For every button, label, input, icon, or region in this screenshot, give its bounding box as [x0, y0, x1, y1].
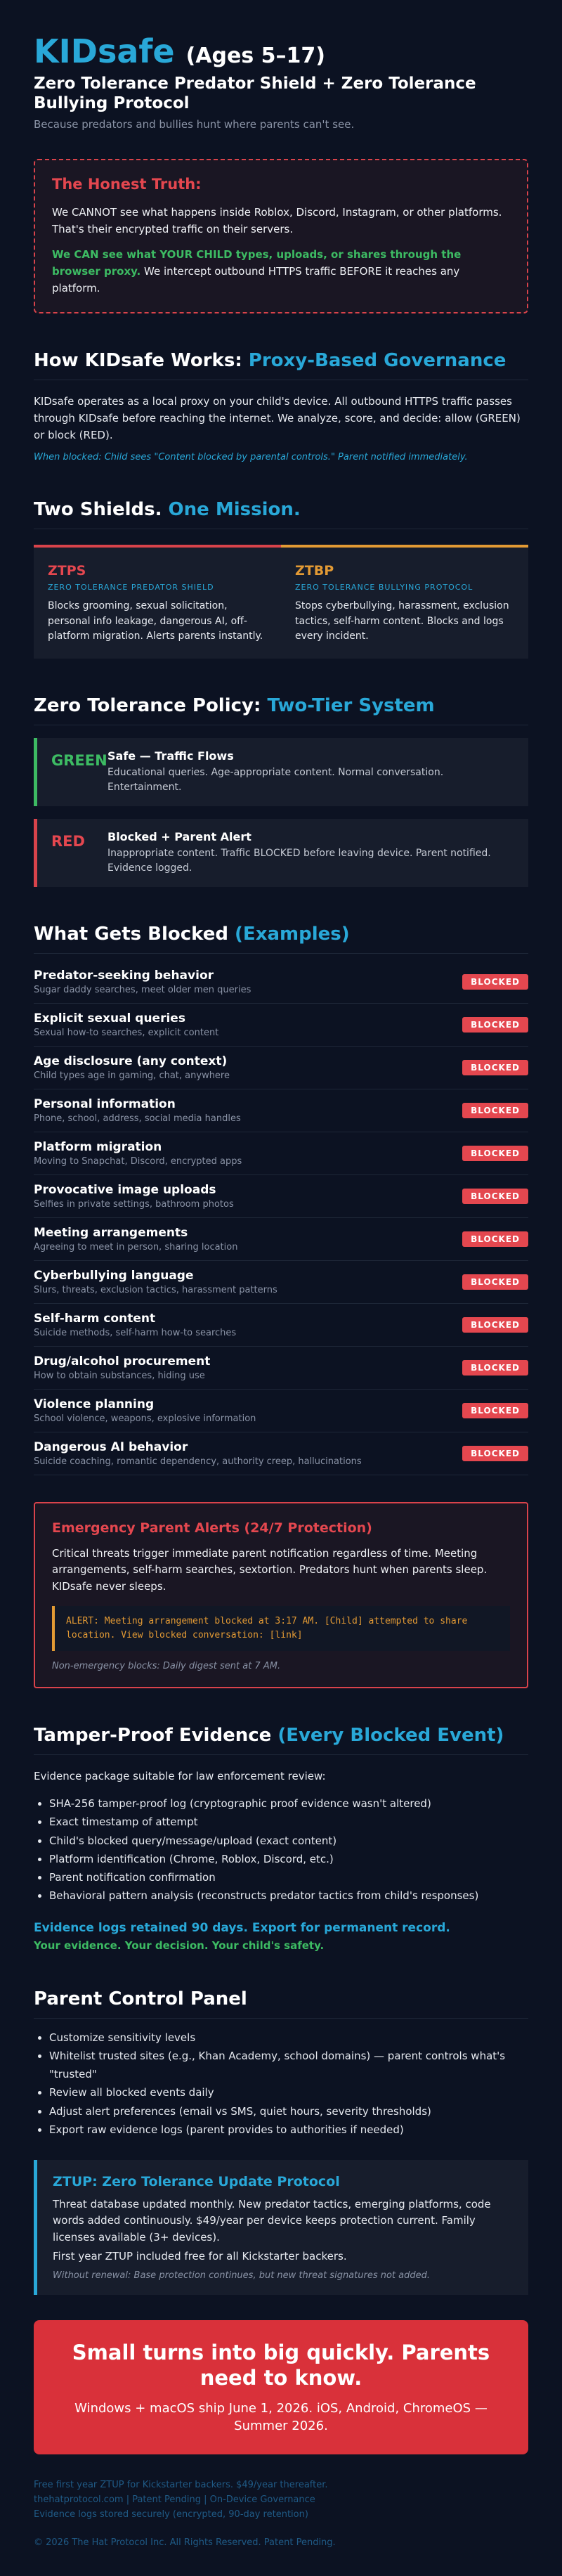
- list-item: • Whitelist trusted sites (e.g., Khan Academy, school domains) — parent controls what's "trusted": [49, 2047, 528, 2084]
- tier-name: RED: [51, 833, 85, 850]
- emergency-body: Critical threats trigger immediate parent notification regardless of time. Meeting arrangements, self-harm searches, sextortion. Predators hunt when parents sleep. KIDsafe never sleeps.: [52, 1547, 488, 1593]
- blocked-badge: BLOCKED: [462, 974, 528, 990]
- footer-line: Evidence logs stored securely (encrypted, 90-day retention): [34, 2509, 308, 2520]
- blocked-item-title: Dangerous AI behavior: [34, 1440, 188, 1455]
- ztup-box: [34, 2160, 528, 2295]
- age-range: (Ages 5–17): [185, 44, 325, 68]
- sample-alert: ALERT: Meeting arrangement blocked at 3:17 AM. [Child] attempted to share location. View blocked conversation: [link]: [52, 1606, 510, 1651]
- blocked-badge: BLOCKED: [462, 1103, 528, 1118]
- list-item: • Adjust alert preferences (email vs SMS, quiet hours, severity thresholds): [49, 2102, 528, 2121]
- list-item: [34, 1132, 528, 1175]
- shields-title: Two Shields.: [34, 499, 169, 521]
- blocked-badge: BLOCKED: [462, 1017, 528, 1033]
- shield-code: ZTPS: [48, 563, 86, 579]
- blocked-list: [34, 961, 528, 1475]
- blocked-item-subtitle: Agreeing to meet in person, sharing location: [34, 1242, 238, 1253]
- blocked-badge: BLOCKED: [462, 1403, 528, 1418]
- shields-grid: [34, 545, 528, 659]
- shield-description: Blocks grooming, sexual solicitation, personal info leakage, dangerous AI, off-platform migration. Alerts parents instantly.: [48, 600, 263, 642]
- blocked-item-title: Explicit sexual queries: [34, 1011, 185, 1026]
- ztup-paragraph-2: First year ZTUP included free for all Kickstarter backers.: [53, 2249, 347, 2263]
- blocked-item-subtitle: Moving to Snapchat, Discord, encrypted apps: [34, 1156, 242, 1167]
- list-item: • Platform identification (Chrome, Roblox, Discord, etc.): [49, 1850, 528, 1868]
- tier-name: GREEN: [51, 752, 107, 770]
- emergency-heading: Emergency Parent Alerts (24/7 Protection): [52, 1520, 372, 1536]
- blocked-item-subtitle: Selfies in private settings, bathroom photos: [34, 1199, 234, 1210]
- list-item: • Review all blocked events daily: [49, 2083, 528, 2102]
- list-item: • Exact timestamp of attempt: [49, 1813, 528, 1831]
- list-item: • Customize sensitivity levels: [49, 2028, 528, 2047]
- list-item: [34, 1175, 528, 1218]
- tier-description: Inappropriate content. Traffic BLOCKED before leaving device. Parent notified. Evidence logged.: [107, 848, 491, 874]
- blocked-item-title: Predator-seeking behavior: [34, 969, 214, 983]
- evidence-intro: Evidence package suitable for law enforcement review:: [34, 1770, 326, 1783]
- cta-headline: Small turns into big quickly. Parents need to know.: [72, 2341, 490, 2390]
- blocked-item-title: Meeting arrangements: [34, 1226, 188, 1241]
- blocked-item-title: Violence planning: [34, 1397, 155, 1412]
- blocked-badge: BLOCKED: [462, 1189, 528, 1204]
- copyright: © 2026 The Hat Protocol Inc. All Rights Reserved. Patent Pending.: [34, 2537, 336, 2549]
- list-item: [34, 1004, 528, 1047]
- parent-control-list: [34, 2028, 528, 2140]
- brand-title: [34, 34, 528, 70]
- blocked-item-title: Self-harm content: [34, 1312, 156, 1326]
- list-item: • SHA-256 tamper-proof log (cryptographic proof evidence wasn't altered): [49, 1794, 528, 1813]
- tier-red: [34, 819, 528, 887]
- list-item: [34, 1261, 528, 1304]
- evidence-accent: (Every Blocked Event): [277, 1725, 504, 1747]
- blocked-item-title: Drug/alcohol procurement: [34, 1354, 211, 1369]
- ztup-fine-print: Without renewal: Base protection continues, but new threat signatures not added.: [53, 2270, 431, 2281]
- retention-note: Evidence logs retained 90 days. Export for permanent record.: [34, 1920, 450, 1935]
- list-item: [34, 1047, 528, 1089]
- hero-tagline: Because predators and bullies hunt where parents can't see.: [34, 118, 355, 131]
- truth-rest-text: We intercept outbound HTTPS traffic BEFORE it reaches any platform.: [52, 265, 460, 295]
- blocked-badge: BLOCKED: [462, 1317, 528, 1333]
- cta-subtext: Windows + macOS ship June 1, 2026. iOS, Android, ChromeOS — Summer 2026.: [74, 2400, 488, 2433]
- blocked-item-subtitle: Suicide coaching, romantic dependency, authority creep, hallucinations: [34, 1456, 362, 1468]
- emergency-alerts-box: [34, 1502, 528, 1688]
- emergency-fine-print: Non-emergency blocks: Daily digest sent at 7 AM.: [52, 1661, 281, 1672]
- tier-title: Safe — Traffic Flows: [107, 749, 234, 763]
- hero: [34, 34, 528, 131]
- list-item: [34, 1089, 528, 1132]
- how-heading: [34, 350, 528, 380]
- blocked-badge: BLOCKED: [462, 1060, 528, 1075]
- shield-ztps: [34, 545, 281, 659]
- shield-code: ZTBP: [295, 563, 334, 579]
- tier-title: Blocked + Parent Alert: [107, 830, 251, 844]
- blocked-badge: BLOCKED: [462, 1146, 528, 1161]
- blocked-item-title: Platform migration: [34, 1140, 162, 1155]
- list-item: [34, 1432, 528, 1475]
- shield-description: Stops cyberbullying, harassment, exclusion tactics, self-harm content. Blocks and logs every incident.: [295, 600, 509, 642]
- tier-description: Educational queries. Age-appropriate content. Normal conversation. Entertainment.: [107, 767, 444, 794]
- parent-panel-heading: Parent Control Panel: [34, 1988, 528, 2019]
- how-note: When blocked: Child sees "Content blocked by parental controls." Parent notified immediately.: [34, 452, 468, 463]
- list-item: [34, 1390, 528, 1432]
- list-item: [34, 961, 528, 1004]
- evidence-heading: [34, 1725, 528, 1755]
- blocked-item-subtitle: Child types age in gaming, chat, anywhere: [34, 1070, 230, 1082]
- how-body: KIDsafe operates as a local proxy on your child's device. All outbound HTTPS traffic passes through KIDsafe before reaching the internet. We analyze, score, and decide: allow (GREEN) or block (RED).: [34, 395, 521, 442]
- blocked-item-title: Age disclosure (any context): [34, 1054, 228, 1069]
- blocked-item-title: Personal information: [34, 1097, 176, 1112]
- blocked-item-subtitle: Phone, school, address, social media handles: [34, 1113, 241, 1125]
- how-accent: Proxy-Based Governance: [248, 350, 507, 372]
- list-item: [34, 1304, 528, 1347]
- truth-paragraph-1: We CANNOT see what happens inside Roblox, Discord, Instagram, or other platforms. That's their encrypted traffic on their servers.: [52, 206, 502, 236]
- evidence-title: Tamper-Proof Evidence: [34, 1725, 278, 1747]
- ownership-note: Your evidence. Your decision. Your child's safety.: [34, 1939, 325, 1952]
- policy-accent: Two-Tier System: [267, 695, 435, 717]
- blocked-heading: [34, 924, 528, 954]
- blocked-title: What Gets Blocked: [34, 924, 235, 945]
- list-item: • Parent notification confirmation: [49, 1868, 528, 1886]
- how-title: How KIDsafe Works:: [34, 350, 249, 372]
- ztup-heading: ZTUP: Zero Tolerance Update Protocol: [53, 2174, 340, 2190]
- shield-subtitle: ZERO TOLERANCE BULLYING PROTOCOL: [295, 583, 473, 593]
- honest-truth-box: [34, 159, 528, 313]
- blocked-accent: (Examples): [235, 924, 350, 945]
- shield-subtitle: ZERO TOLERANCE PREDATOR SHIELD: [48, 583, 214, 593]
- blocked-item-title: Provocative image uploads: [34, 1183, 216, 1198]
- shield-ztbp: [281, 545, 528, 659]
- truth-heading: The Honest Truth:: [52, 176, 202, 193]
- list-item: • Child's blocked query/message/upload (exact content): [49, 1832, 528, 1850]
- blocked-item-subtitle: Sugar daddy searches, meet older men queries: [34, 985, 251, 996]
- shields-accent: One Mission.: [168, 499, 301, 521]
- evidence-list: [34, 1794, 528, 1905]
- blocked-badge: BLOCKED: [462, 1274, 528, 1290]
- ztup-paragraph-1: Threat database updated monthly. New predator tactics, emerging platforms, code words added continuously. $49/year per device keeps protection current. Family licenses available (3+ devices).: [53, 2198, 491, 2244]
- list-item: [34, 1347, 528, 1390]
- footer-line: Free first year ZTUP for Kickstarter backers. $49/year thereafter.: [34, 2480, 328, 2491]
- blocked-item-subtitle: Suicide methods, self-harm how-to searches: [34, 1328, 237, 1339]
- truth-green-text: We CAN see what YOUR CHILD types, uploads, or shares through the browser proxy.: [52, 248, 462, 278]
- truth-paragraph-2: [52, 246, 510, 297]
- blocked-badge: BLOCKED: [462, 1446, 528, 1461]
- brand-name: KIDsafe: [34, 32, 175, 70]
- list-item: [34, 1218, 528, 1261]
- cta-banner: [34, 2320, 528, 2454]
- blocked-item-subtitle: Sexual how-to searches, explicit content: [34, 1028, 219, 1039]
- list-item: • Export raw evidence logs (parent provides to authorities if needed): [49, 2121, 528, 2139]
- footer-line: thehatprotocol.com | Patent Pending | On-Device Governance: [34, 2494, 315, 2505]
- blocked-item-subtitle: Slurs, threats, exclusion tactics, harassment patterns: [34, 1285, 277, 1296]
- blocked-item-title: Cyberbullying language: [34, 1269, 194, 1283]
- tier-green: [34, 738, 528, 806]
- blocked-item-subtitle: School violence, weapons, explosive information: [34, 1413, 256, 1425]
- policy-heading: [34, 695, 528, 725]
- policy-title: Zero Tolerance Policy:: [34, 695, 268, 717]
- hero-subtitle: Zero Tolerance Predator Shield + Zero Tolerance Bullying Protocol: [34, 74, 476, 113]
- list-item: • Behavioral pattern analysis (reconstructs predator tactics from child's responses): [49, 1886, 528, 1905]
- blocked-item-subtitle: How to obtain substances, hiding use: [34, 1371, 205, 1382]
- shields-heading: [34, 499, 528, 529]
- blocked-badge: BLOCKED: [462, 1231, 528, 1247]
- blocked-badge: BLOCKED: [462, 1360, 528, 1376]
- footer: [34, 2478, 528, 2522]
